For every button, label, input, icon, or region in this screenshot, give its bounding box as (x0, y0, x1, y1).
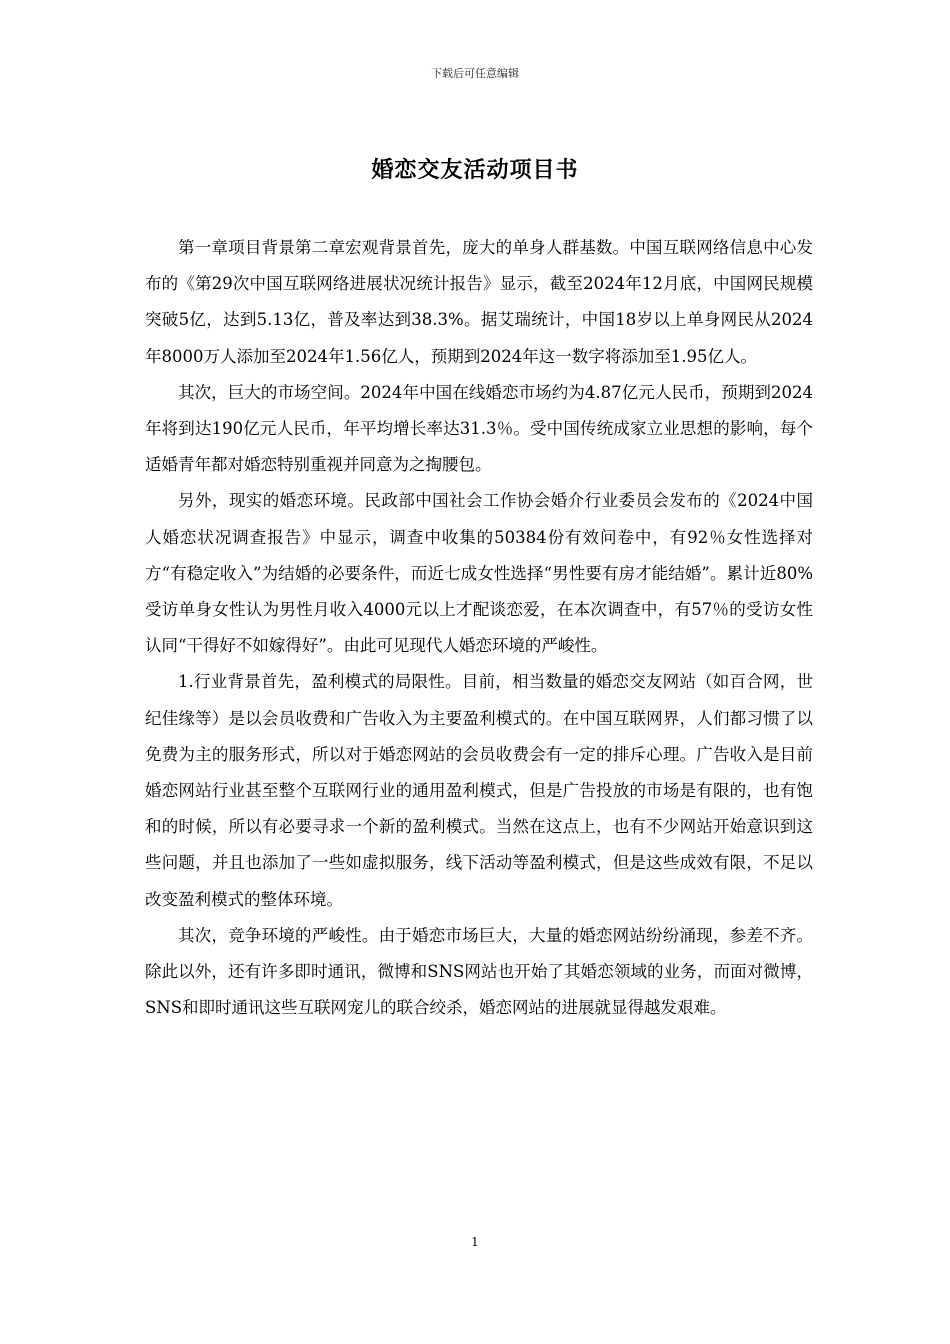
page-number: 1 (471, 1235, 479, 1249)
paragraph-marriage-environment: 另外，现实的婚恋环境。民政部中国社会工作协会婚介行业委员会发布的《2024中国人婚恋状况调查报告》中显示，调查中收集的50384份有效问卷中，有92％女性选择对方“有稳定收入”为结婚的必要条件，而近七成女性选择“男性要有房才能结婚”。累计近80%受访单身女性认为男性月收入4000元以上才配谈恋爱，在本次调查中，有57％的受访女性认同“干得好不如嫁得好”。由此可见现代人婚恋环境的严峻性。 (145, 491, 813, 656)
document-title: 婚恋交友活动项目书 (371, 157, 579, 183)
paragraph-macro-background: 第一章项目背景第二章宏观背景首先，庞大的单身人群基数。中国互联网络信息中心发布的《第29次中国互联网络进展状况统计报告》显示，截至2024年12月底，中国网民规模突破5亿，达到5.13亿，普及率达到38.3%。据艾瑞统计，中国18岁以上单身网民从2024年8000万人添加至2024年1.56亿人，预期到2024年这一数字将添加至1.95亿人。 (145, 238, 813, 366)
header-note: 下载后可任意编辑 (431, 67, 519, 80)
paragraph-competition: 其次，竞争环境的严峻性。由于婚恋市场巨大，大量的婚恋网站纷纷涌现，参差不齐。除此以外，还有许多即时通讯，微博和SNS网站也开始了其婚恋领域的业务，而面对微博，SNS和即时通讯这些互联网宠儿的联合绞杀，婚恋网站的进展就显得越发艰难。 (145, 925, 813, 1018)
document-body (145, 230, 813, 1026)
paragraph-market-space: 其次，巨大的市场空间。2024年中国在线婚恋市场约为4.87亿元人民币，预期到2024年将到达190亿元人民币，年平均增长率达31.3％。受中国传统成家立业思想的影响，每个适婚青年都对婚恋特别重视并同意为之掏腰包。 (145, 382, 813, 475)
paragraph-industry-background: 1.行业背景首先，盈利模式的局限性。目前，相当数量的婚恋交友网站（如百合网，世纪佳缘等）是以会员收费和广告收入为主要盈利模式的。在中国互联网界，人们都习惯了以免费为主的服务形式，所以对于婚恋网站的会员收费会有一定的排斥心理。广告收入是目前婚恋网站行业甚至整个互联网行业的通用盈利模式，但是广告投放的市场是有限的，也有饱和的时候，所以有必要寻求一个新的盈利模式。当然在这点上，也有不少网站开始意识到这些问题，并且也添加了一些如虚拟服务，线下活动等盈利模式，但是这些成效有限，不足以改变盈利模式的整体环境。 (145, 672, 813, 909)
